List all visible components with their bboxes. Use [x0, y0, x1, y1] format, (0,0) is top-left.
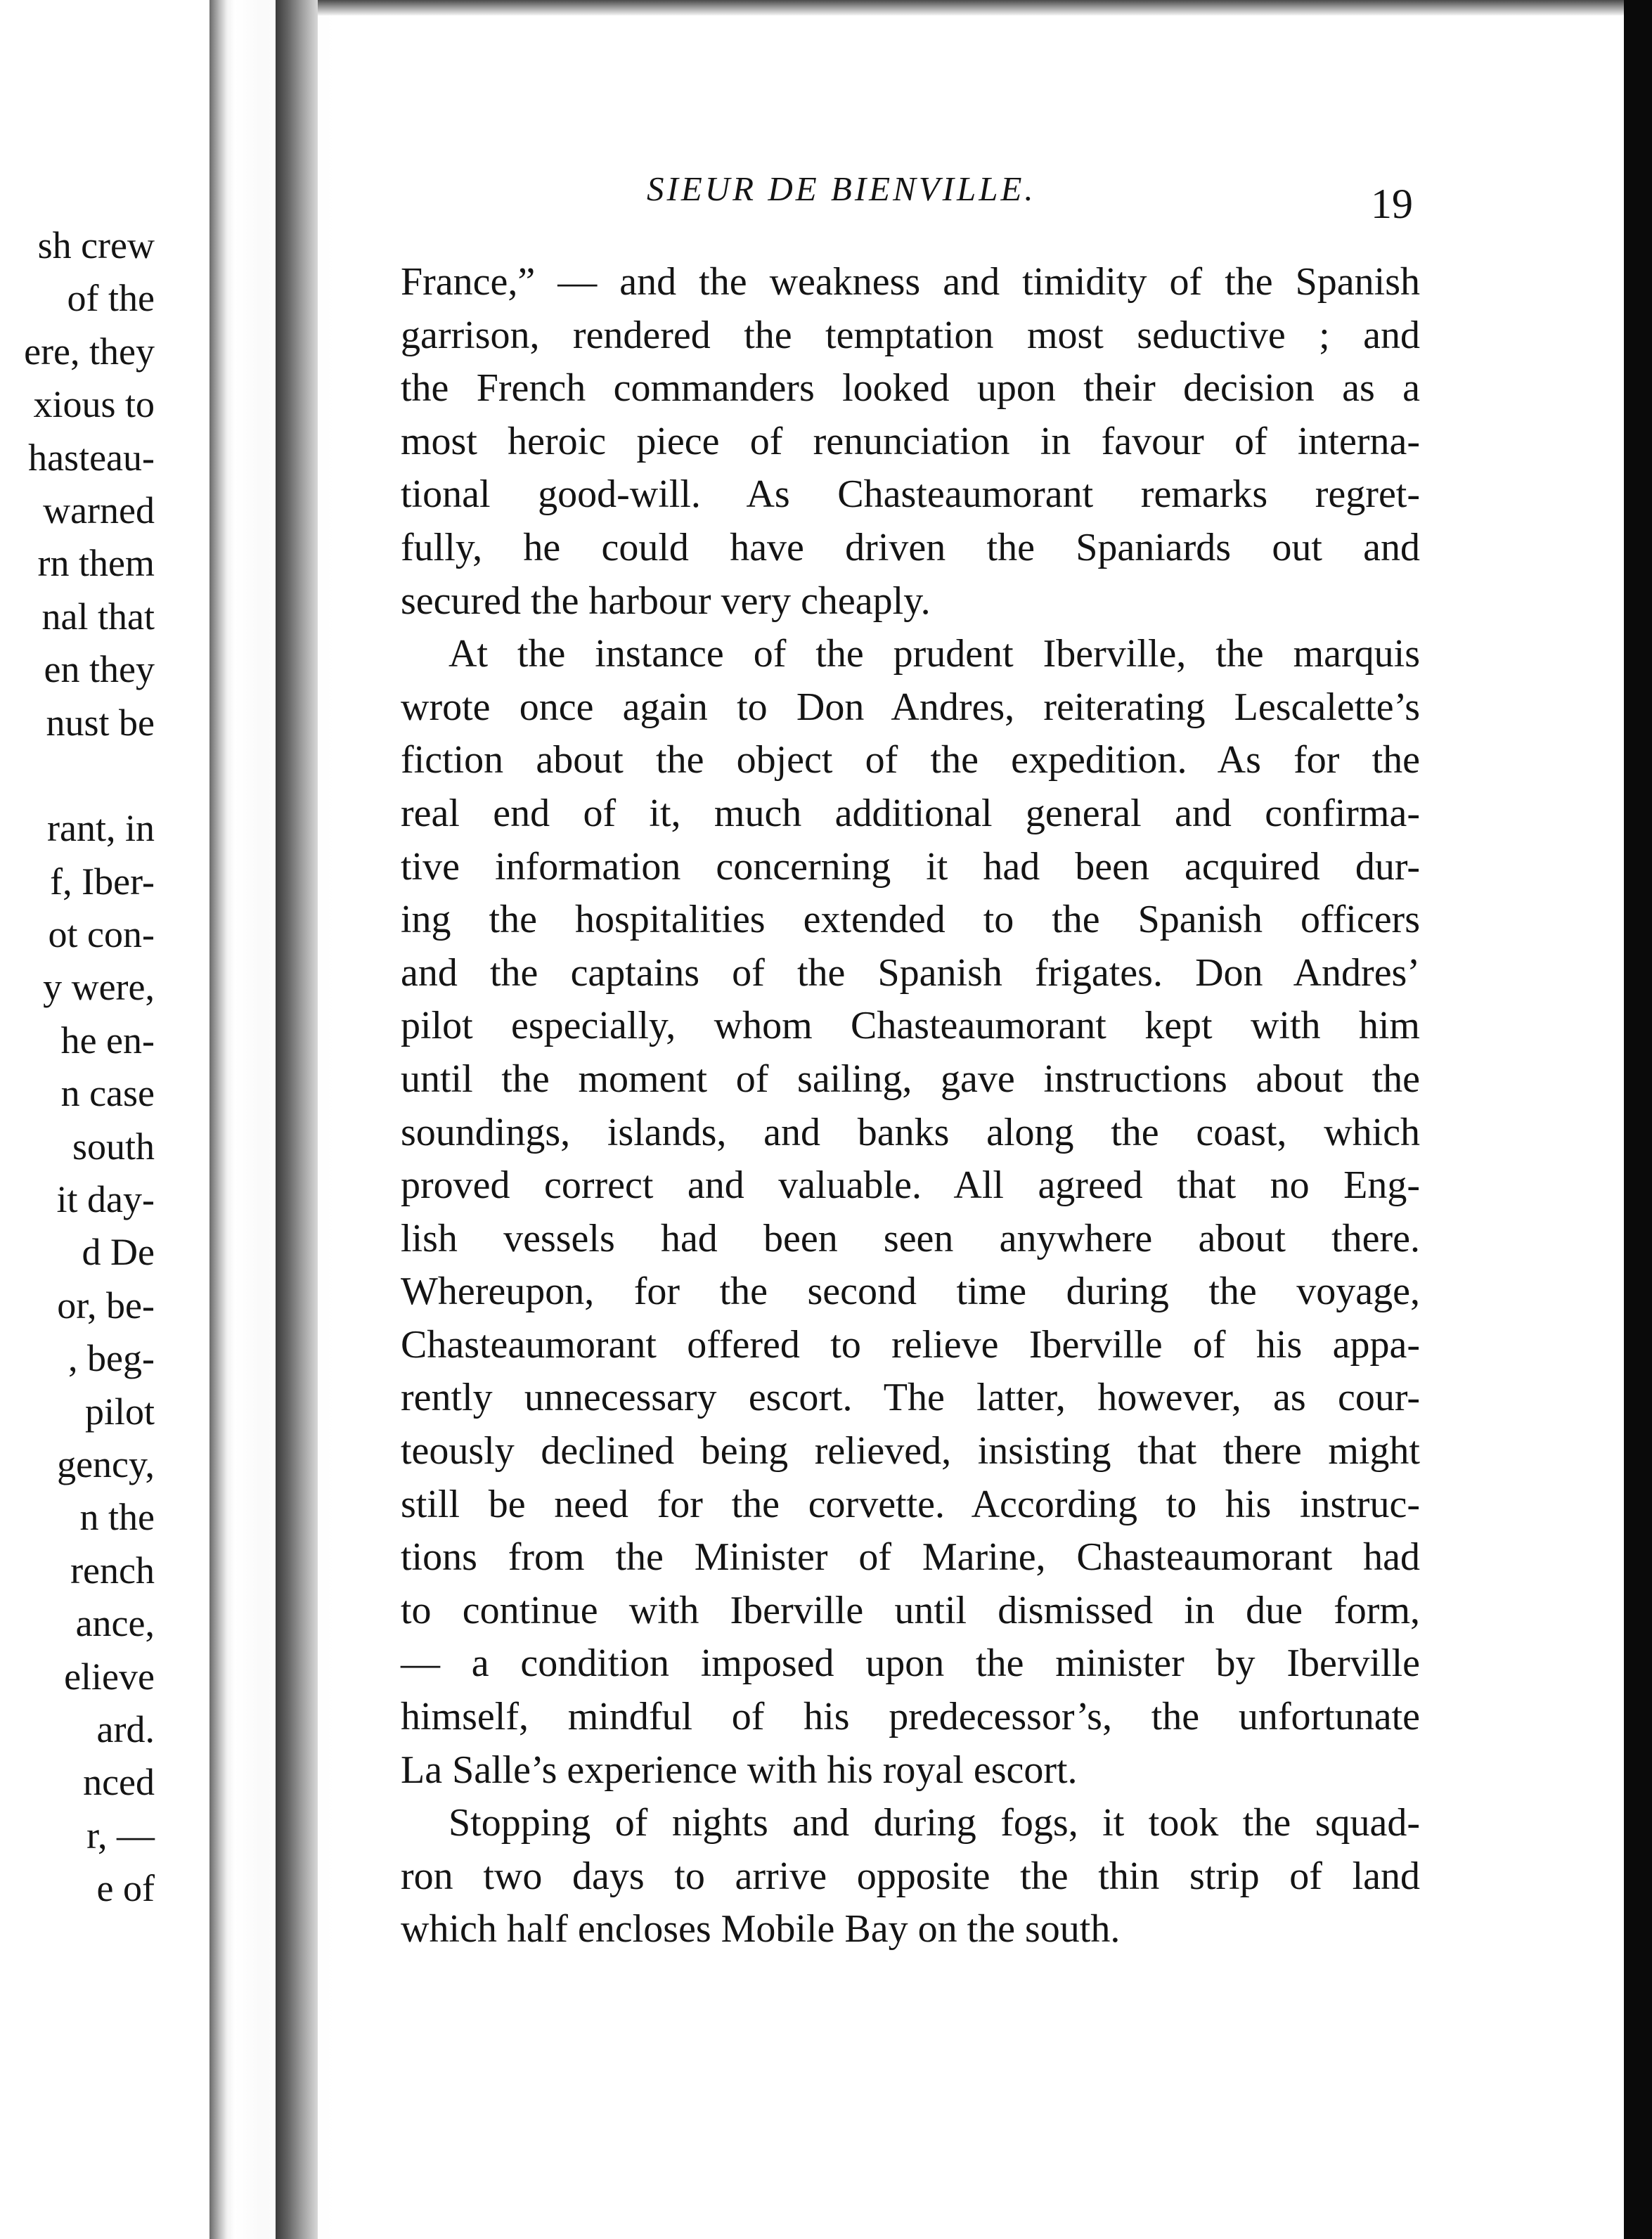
previous-page-line: ere, they: [24, 330, 155, 373]
text-line: until the moment of sailing, gave instructions about the: [401, 1057, 1420, 1101]
previous-page-line: ot con-: [48, 913, 155, 956]
previous-page-fragment: [0, 0, 232, 2239]
previous-page-line: xious to: [33, 383, 155, 426]
previous-page-line: nust be: [46, 701, 155, 744]
body-text: [401, 256, 1420, 1956]
previous-page-line: elieve: [64, 1655, 155, 1698]
binding-shadow: [276, 0, 318, 2239]
text-line: tive information concerning it had been acquired dur-: [401, 844, 1420, 889]
text-line: most heroic piece of renunciation in favour of interna-: [401, 419, 1420, 463]
text-line: rently unnecessary escort. The latter, however, as cour-: [401, 1376, 1420, 1420]
previous-page-line: or, be-: [57, 1284, 155, 1327]
previous-page-line: of the: [67, 277, 155, 320]
previous-page-line: nal that: [41, 595, 155, 638]
text-line: himself, mindful of his predecessor’s, the unfortunate: [401, 1695, 1420, 1739]
text-line: secured the harbour very cheaply.: [401, 579, 931, 623]
previous-page-line: hasteau-: [28, 436, 155, 479]
previous-page-line: rant, in: [47, 807, 155, 850]
text-line: to continue with Iberville until dismissed in due form,: [401, 1588, 1420, 1632]
text-line: At the instance of the prudent Iberville, the marquis: [449, 632, 1420, 676]
previous-page-line: ard.: [96, 1708, 155, 1750]
right-scan-border: [1624, 0, 1652, 2239]
text-line: La Salle’s experience with his royal escort.: [401, 1748, 1078, 1792]
text-line: wrote once again to Don Andres, reiterating Lescalette’s: [401, 685, 1420, 729]
previous-page-line: n case: [60, 1072, 155, 1115]
text-line: real end of it, much additional general and confirma-: [401, 791, 1420, 835]
text-line: which half encloses Mobile Bay on the south.: [401, 1907, 1121, 1951]
text-line: ron two days to arrive opposite the thin strip of land: [401, 1854, 1420, 1898]
text-line: lish vessels had been seen anywhere about there.: [401, 1216, 1420, 1260]
previous-page-line: nced: [83, 1761, 155, 1804]
text-line: fully, he could have driven the Spaniards out and: [401, 525, 1420, 569]
previous-page-line: it day-: [56, 1178, 155, 1221]
previous-page-line: warned: [43, 489, 155, 531]
previous-page-line: f, Iber-: [50, 860, 155, 903]
text-line: soundings, islands, and banks along the coast, which: [401, 1110, 1420, 1154]
previous-page-line: y were,: [43, 966, 155, 1009]
previous-page-line: d De: [82, 1231, 155, 1274]
text-line: tions from the Minister of Marine, Chasteaumorant had: [401, 1535, 1420, 1580]
running-head: SIEUR DE BIENVILLE.: [647, 169, 1036, 208]
text-line: ing the hospitalities extended to the Spanish officers: [401, 898, 1420, 942]
text-line: garrison, rendered the temptation most seductive ; and: [401, 313, 1420, 357]
previous-page-line: south: [72, 1125, 155, 1168]
page-number: 19: [1371, 181, 1413, 227]
previous-page-line: pilot: [84, 1390, 155, 1433]
text-line: tional good-will. As Chasteaumorant remarks regret-: [401, 472, 1420, 517]
previous-page-text: [0, 219, 155, 1916]
text-line: Chasteaumorant offered to relieve Iberville of his appa-: [401, 1322, 1420, 1367]
previous-page-line: n the: [79, 1496, 155, 1539]
text-line: fiction about the object of the expedition. As for the: [401, 738, 1420, 782]
top-edge-shadow: [318, 0, 1652, 15]
text-line: pilot especially, whom Chasteaumorant kept with him: [401, 1004, 1420, 1048]
previous-page-line: en they: [44, 648, 155, 691]
previous-page-line: , beg-: [68, 1337, 155, 1380]
text-line: Whereupon, for the second time during the voyage,: [401, 1270, 1420, 1314]
text-line: — a condition imposed upon the minister by Iberville: [401, 1641, 1420, 1686]
previous-page-line: rench: [70, 1549, 155, 1592]
previous-page-line: ance,: [75, 1602, 155, 1645]
text-line: France,” — and the weakness and timidity of the Spanish: [401, 260, 1420, 304]
previous-page-line: gency,: [57, 1443, 155, 1485]
previous-page-line: [0, 749, 155, 802]
previous-page-line: sh crew: [37, 224, 155, 266]
text-line: Stopping of nights and during fogs, it took the squad-: [449, 1801, 1420, 1845]
previous-page-line: r, —: [86, 1814, 155, 1857]
text-line: still be need for the corvette. According to his instruc-: [401, 1482, 1420, 1526]
text-line: the French commanders looked upon their decision as a: [401, 366, 1420, 411]
text-line: proved correct and valuable. All agreed that no Eng-: [401, 1163, 1420, 1208]
previous-page-line: rn them: [37, 542, 155, 585]
previous-page-line: e of: [96, 1867, 155, 1910]
previous-page-line: he en-: [60, 1019, 155, 1062]
text-line: teously declined being relieved, insisting that there might: [401, 1429, 1420, 1473]
text-line: and the captains of the Spanish frigates. Don Andres’: [401, 950, 1420, 995]
